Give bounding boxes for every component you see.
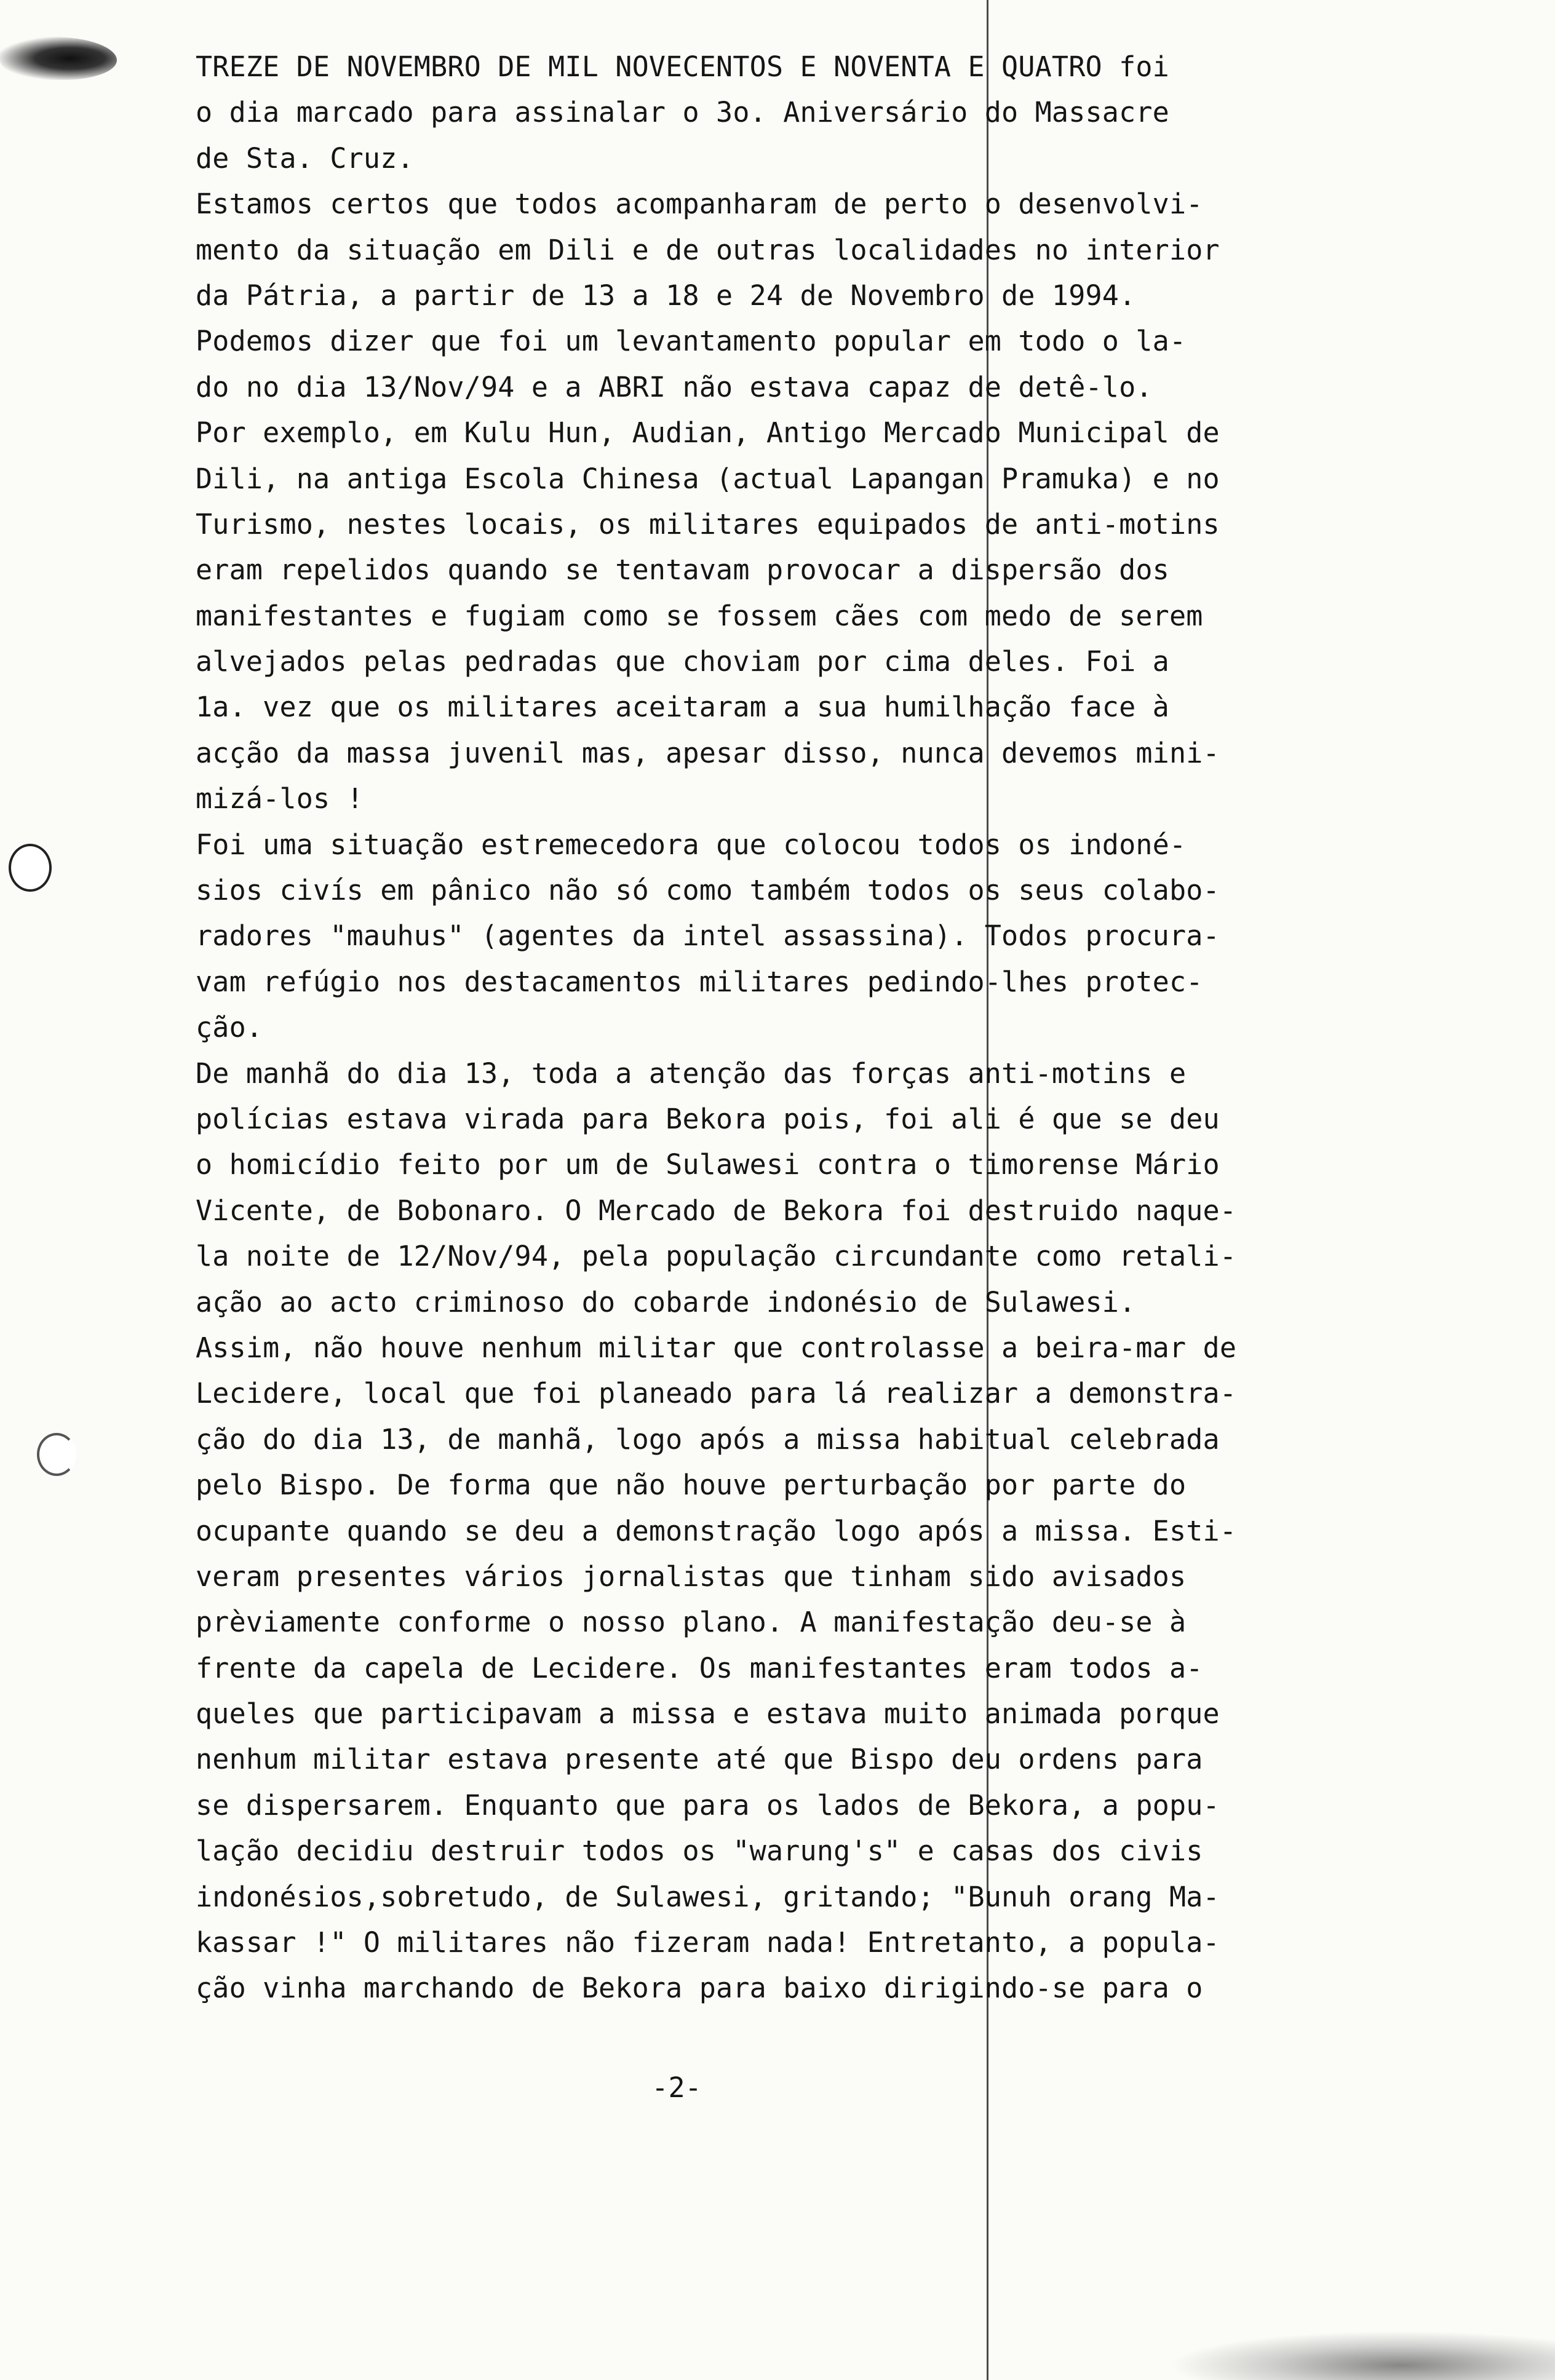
text-line: acção da massa juvenil mas, apesar disso, nunca devemos mini- bbox=[196, 736, 1220, 769]
text-line: Podemos dizer que foi um levantamento popular em todo o la- bbox=[196, 325, 1187, 358]
text-line: se dispersarem. Enquanto que para os lados de Bekora, a popu- bbox=[196, 1788, 1220, 1822]
text-line: manifestantes e fugiam como se fossem cães com medo de serem bbox=[196, 599, 1203, 632]
text-line: De manhã do dia 13, toda a atenção das forças anti-motins e bbox=[196, 1057, 1187, 1090]
body-text bbox=[196, 44, 1346, 2012]
ink-blot-mark bbox=[0, 37, 117, 80]
text-line: Vicente, de Bobonaro. O Mercado de Bekora foi destruido naque- bbox=[196, 1194, 1237, 1227]
text-line: ção do dia 13, de manhã, logo após a missa habitual celebrada bbox=[196, 1422, 1220, 1456]
text-line: ção vinha marchando de Bekora para baixo dirigindo-se para o bbox=[196, 1972, 1203, 2005]
text-line: Lecidere, local que foi planeado para lá realizar a demonstra- bbox=[196, 1377, 1237, 1410]
text-line: polícias estava virada para Bekora pois, foi ali é que se deu bbox=[196, 1102, 1220, 1135]
text-line: ocupante quando se deu a demonstração logo após a missa. Esti- bbox=[196, 1514, 1237, 1547]
text-line: o homicídio feito por um de Sulawesi contra o timorense Mário bbox=[196, 1148, 1220, 1181]
text-line: indonésios,sobretudo, de Sulawesi, gritando; "Bunuh orang Ma- bbox=[196, 1880, 1220, 1913]
text-line: Assim, não houve nenhum militar que controlasse a beira-mar de bbox=[196, 1331, 1237, 1364]
text-line: Dili, na antiga Escola Chinesa (actual Lapangan Pramuka) e no bbox=[196, 462, 1220, 495]
text-line: mento da situação em Dili e de outras localidades no interior bbox=[196, 233, 1220, 266]
scan-edge-noise bbox=[1169, 2331, 1555, 2380]
text-line: queles que participavam a missa e estava muito animada porque bbox=[196, 1697, 1220, 1731]
text-line: TREZE DE NOVEMBRO DE MIL NOVECENTOS E NOVENTA E QUATRO foi bbox=[196, 50, 1169, 83]
text-line: da Pátria, a partir de 13 a 18 e 24 de Novembro de 1994. bbox=[196, 279, 1136, 312]
text-line: prèviamente conforme o nosso plano. A manifestação deu-se à bbox=[196, 1606, 1187, 1639]
text-line: de Sta. Cruz. bbox=[196, 141, 414, 175]
text-line: eram repelidos quando se tentavam provocar a dispersão dos bbox=[196, 553, 1169, 587]
text-line: Estamos certos que todos acompanharam de perto o desenvolvi- bbox=[196, 188, 1203, 221]
punch-hole-mark bbox=[9, 844, 52, 892]
page-number: -2- bbox=[651, 2071, 702, 2104]
text-line: lação decidiu destruir todos os "warung's" e casas dos civis bbox=[196, 1835, 1203, 1868]
punch-hole-mark bbox=[37, 1433, 76, 1476]
text-line: la noite de 12/Nov/94, pela população circundante como retali- bbox=[196, 1240, 1237, 1273]
text-line: alvejados pelas pedradas que choviam por cima deles. Foi a bbox=[196, 645, 1169, 678]
text-line: o dia marcado para assinalar o 3o. Aniversário do Massacre bbox=[196, 96, 1169, 129]
text-line: pelo Bispo. De forma que não houve perturbação por parte do bbox=[196, 1469, 1187, 1502]
text-line: 1a. vez que os militares aceitaram a sua humilhação face à bbox=[196, 691, 1169, 724]
text-line: Foi uma situação estremecedora que colocou todos os indoné- bbox=[196, 828, 1187, 861]
text-line: ação ao acto criminoso do cobarde indonésio de Sulawesi. bbox=[196, 1285, 1136, 1319]
text-line: ção. bbox=[196, 1011, 263, 1044]
text-line: kassar !" O militares não fizeram nada! Entretanto, a popula- bbox=[196, 1926, 1220, 1959]
text-line: Por exemplo, em Kulu Hun, Audian, Antigo Mercado Municipal de bbox=[196, 416, 1220, 450]
text-line: radores "mauhus" (agentes da intel assassina). Todos procura- bbox=[196, 919, 1220, 953]
text-line: mizá-los ! bbox=[196, 782, 364, 815]
text-line: vam refúgio nos destacamentos militares pedindo-lhes protec- bbox=[196, 965, 1203, 998]
text-line: do no dia 13/Nov/94 e a ABRI não estava capaz de detê-lo. bbox=[196, 370, 1153, 403]
text-line: veram presentes vários jornalistas que tinham sido avisados bbox=[196, 1560, 1187, 1593]
text-line: frente da capela de Lecidere. Os manifestantes eram todos a- bbox=[196, 1651, 1203, 1684]
text-line: Turismo, nestes locais, os militares equipados de anti-motins bbox=[196, 507, 1220, 541]
text-line: nenhum militar estava presente até que Bispo deu ordens para bbox=[196, 1743, 1203, 1776]
text-line: sios civís em pânico não só como também todos os seus colabo- bbox=[196, 874, 1220, 907]
